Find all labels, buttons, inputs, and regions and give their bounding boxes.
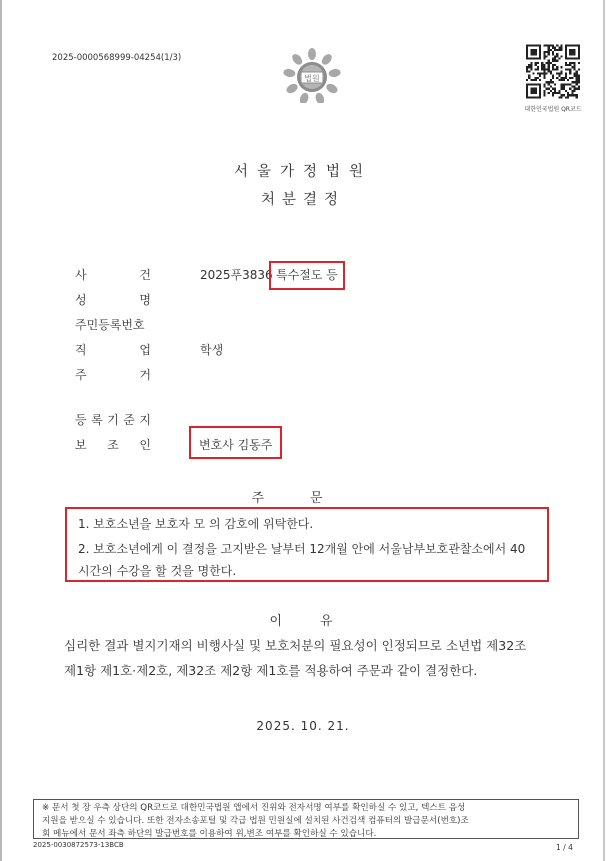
occupation-value: 학생 <box>200 343 224 357</box>
qr-code-icon <box>526 44 580 99</box>
highlight-box-assistant <box>189 426 282 459</box>
assistant-value: 변호사 김동주 <box>199 438 273 452</box>
verification-notice-box <box>33 799 579 839</box>
field-label-registration-base: 등 록 기 준 지 <box>75 413 151 427</box>
court-emblem-icon <box>283 47 341 103</box>
notice-line-1: ※ 문서 첫 장 우측 상단의 QR코드로 대한민국법원 앱에서 진위와 전자서명 여부를 확인하실 수 있고, 텍스트 음성 <box>42 803 466 813</box>
reason-heading: 이유 <box>269 614 371 629</box>
issue-number: 2025-0030872573-13BCB <box>33 841 124 849</box>
qr-code-label: 대한민국법원 QR코드 <box>524 106 582 113</box>
field-label-name: 성 명 <box>75 293 151 307</box>
case-name: 특수절도 등 <box>276 268 338 282</box>
order-line-3: 시간의 수강을 할 것을 명한다. <box>78 564 237 578</box>
decision-title: 처분결정 <box>260 192 346 208</box>
page-indicator: 1 / 4 <box>556 843 573 852</box>
order-line-1: 1. 보호소년을 보호자 모 의 감호에 위탁한다. <box>78 517 314 531</box>
case-number: 2025푸3836 <box>200 268 273 282</box>
document-number: 2025-0000568999-04254(1/3) <box>52 53 182 63</box>
order-heading: 주문 <box>251 491 369 506</box>
court-name: 서울가정법원 <box>233 164 373 180</box>
field-label-assistant: 보 조 인 <box>75 438 151 452</box>
highlight-box-case-name <box>269 261 345 290</box>
field-label-occupation: 직 업 <box>75 343 151 357</box>
order-line-2: 2. 보호소년에게 이 결정을 고지받은 날부터 12개월 안에 서울남부보호관찰소에서 40 <box>78 542 526 556</box>
reason-line-2: 제1항 제1호·제2호, 제32조 제2항 제1호를 적용하여 주문과 같이 결정한다. <box>64 663 478 678</box>
field-label-case: 사 건 <box>75 268 151 282</box>
emblem-text: 법원 <box>304 74 320 83</box>
field-label-address: 주 거 <box>75 368 151 382</box>
field-label-resident-number: 주민등록번호 <box>75 318 145 332</box>
decision-date: 2025. 10. 21. <box>256 719 350 733</box>
notice-line-3: 회 메뉴에서 문서 좌측 하단의 발급번호를 이용하여 위,변조 여부를 확인하실 수 있습니다. <box>42 829 377 839</box>
notice-line-2: 지원을 받으실 수 있습니다. 또한 전자소송포털 및 각급 법원 민원실에 설치된 사건검색 컴퓨터의 발급문서(번호)조 <box>42 816 469 826</box>
reason-line-1: 심리한 결과 별지기재의 비행사실 및 보호처분의 필요성이 인정되므로 소년법 제32조 <box>64 638 527 653</box>
